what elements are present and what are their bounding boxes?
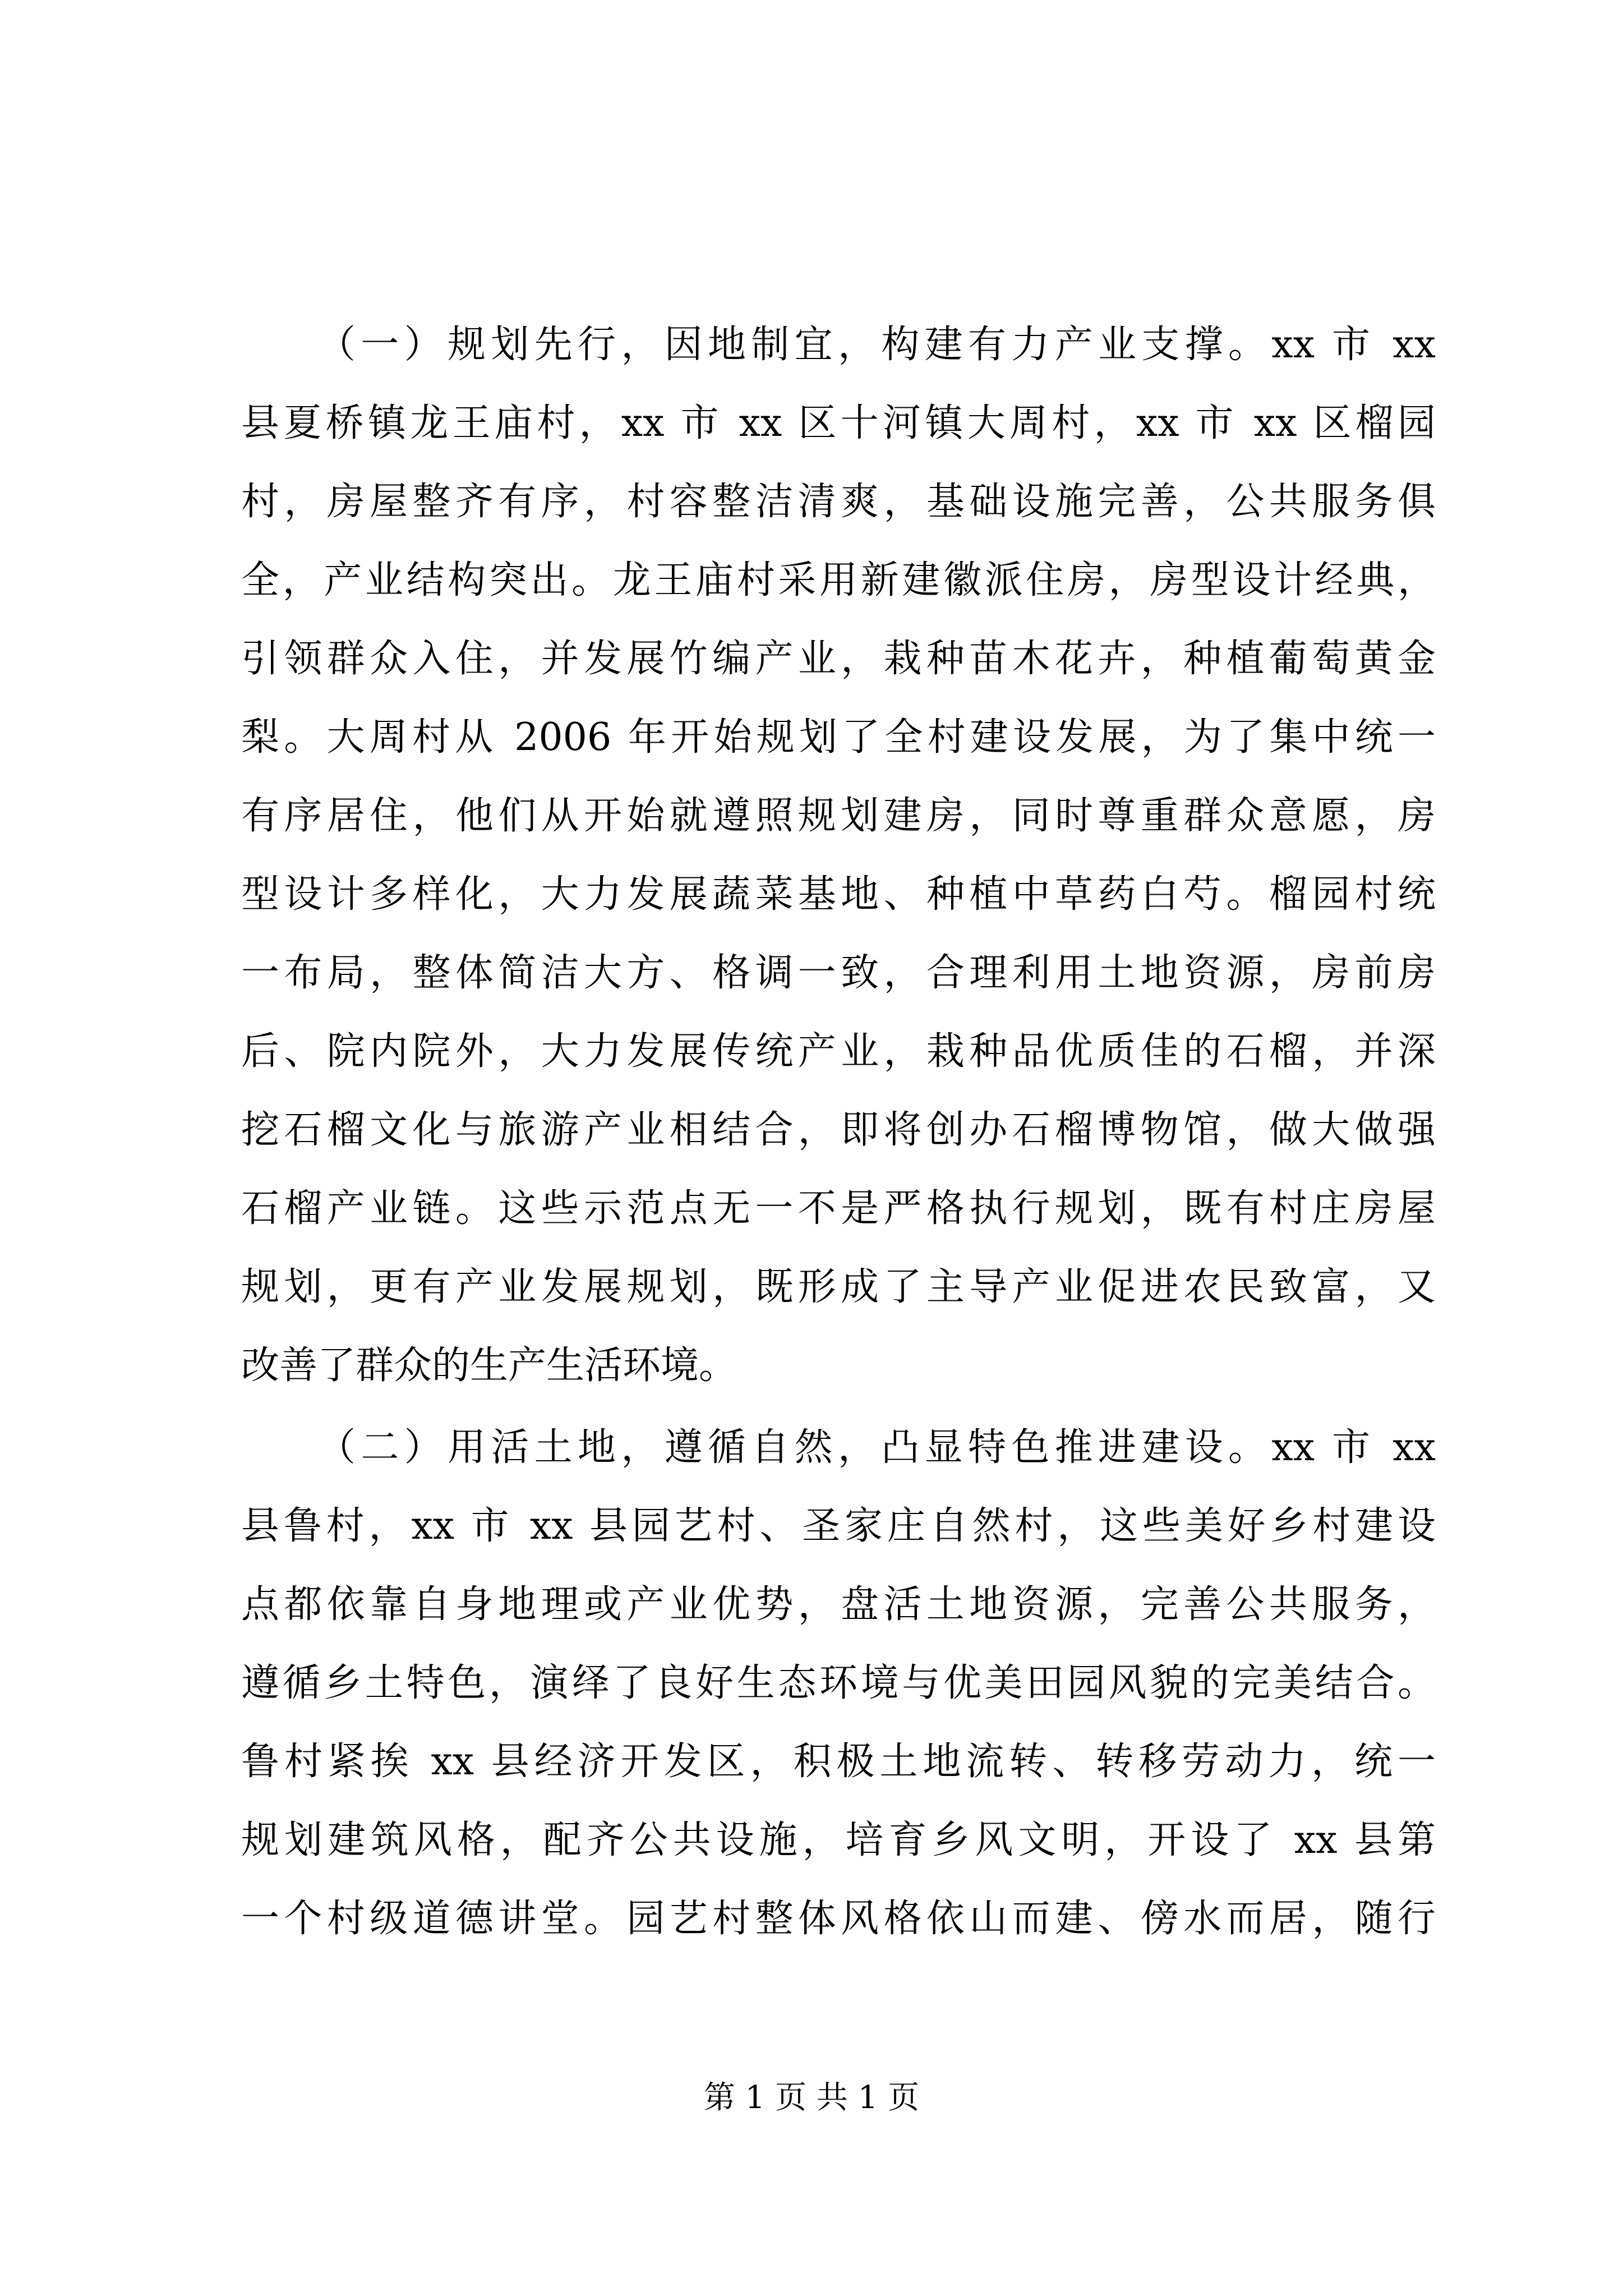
text-line: 县鲁村，xx 市 xx 县园艺村、圣家庄自然村，这些美好乡村建设 bbox=[241, 1504, 1436, 1548]
text-line: 村，房屋整齐有序，村容整洁清爽，基础设施完善，公共服务俱 bbox=[241, 480, 1436, 524]
text-line: 点都依靠自身地理或产业优势，盘活土地资源，完善公共服务， bbox=[241, 1582, 1436, 1627]
text-line: 有序居住，他们从开始就遵照规划建房，同时尊重群众意愿，房 bbox=[241, 794, 1436, 838]
text-line: 梨。大周村从 2006 年开始规划了全村建设发展，为了集中统一 bbox=[241, 715, 1436, 760]
page-footer bbox=[0, 2076, 1623, 2120]
text-line: （一）规划先行，因地制宜，构建有力产业支撑。xx 市 xx bbox=[317, 323, 1436, 367]
paragraph-2 bbox=[241, 1409, 1436, 1958]
page-number-label: 第 1 页 共 1 页 bbox=[703, 2079, 920, 2116]
text-line: 改善了群众的生产生活环境。 bbox=[241, 1343, 737, 1388]
text-line: 规划建筑风格，配齐公共设施，培育乡风文明，开设了 xx 县第 bbox=[241, 1818, 1436, 1862]
text-line: 县夏桥镇龙王庙村，xx 市 xx 区十河镇大周村，xx 市 xx 区榴园 bbox=[241, 401, 1436, 445]
paragraph-1 bbox=[241, 306, 1436, 1405]
text-line: 挖石榴文化与旅游产业相结合，即将创办石榴博物馆，做大做强 bbox=[241, 1108, 1436, 1152]
document-body bbox=[241, 306, 1436, 1958]
text-line: 后、院内院外，大力发展传统产业，栽种品优质佳的石榴，并深 bbox=[241, 1029, 1436, 1074]
text-line: 全，产业结构突出。龙王庙村采用新建徽派住房，房型设计经典， bbox=[241, 558, 1436, 602]
text-line: 遵循乡土特色，演绎了良好生态环境与优美田园风貌的完美结合。 bbox=[241, 1661, 1436, 1705]
text-line: 型设计多样化，大力发展蔬菜基地、种植中草药白芍。榴园村统 bbox=[241, 872, 1436, 917]
text-line: 引领群众入住，并发展竹编产业，栽种苗木花卉，种植葡萄黄金 bbox=[241, 637, 1436, 681]
text-line: 鲁村紧挨 xx 县经济开发区，积极土地流转、转移劳动力，统一 bbox=[241, 1740, 1436, 1784]
text-line: 规划，更有产业发展规划，既形成了主导产业促进农民致富，又 bbox=[241, 1265, 1436, 1309]
text-line: （二）用活土地，遵循自然，凸显特色推进建设。xx 市 xx bbox=[317, 1425, 1436, 1470]
text-line: 一布局，整体简洁大方、格调一致，合理利用土地资源，房前房 bbox=[241, 951, 1436, 995]
text-line: 一个村级道德讲堂。园艺村整体风格依山而建、傍水而居，随行 bbox=[241, 1897, 1436, 1941]
text-line: 石榴产业链。这些示范点无一不是严格执行规划，既有村庄房屋 bbox=[241, 1186, 1436, 1231]
